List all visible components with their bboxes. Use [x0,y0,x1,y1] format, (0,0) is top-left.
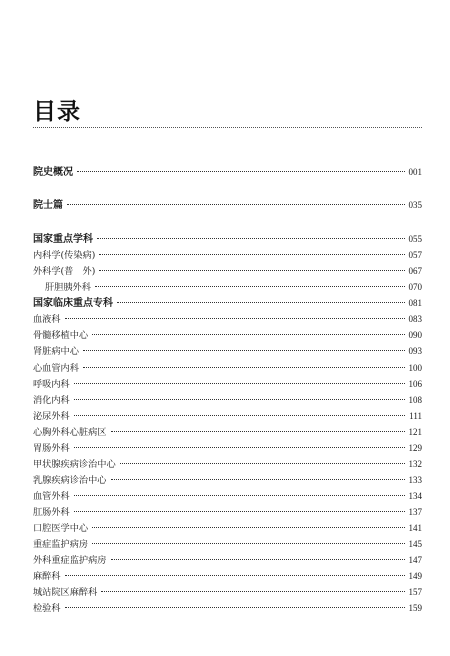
toc-entry-label: 口腔医学中心 [33,523,89,534]
toc-entry-label: 国家临床重点专科 [33,298,113,309]
toc-entry-page-number: 108 [408,395,422,405]
toc-entry-label: 胃肠外科 [33,443,70,454]
toc-entry-page-number: 081 [408,298,422,308]
toc-entry-page-number: 145 [408,539,422,549]
toc-entry-page-number: 093 [408,346,422,356]
toc-entry[interactable] [33,553,422,567]
toc-entry-page-number: 159 [408,603,422,613]
toc-entry[interactable] [33,328,422,342]
toc-entry-label: 甲状腺疾病诊治中心 [33,459,116,470]
dot-leader [67,204,405,205]
toc-entry-label: 院士篇 [33,200,63,211]
dot-leader [74,447,405,448]
toc-entry-label: 肝胆胰外科 [45,282,91,293]
toc-entry[interactable] [33,569,422,583]
toc-entry[interactable] [33,601,422,615]
toc-entry[interactable] [33,165,422,179]
dot-leader [74,495,405,496]
dot-leader [117,302,405,303]
toc-entry-page-number: 035 [408,200,422,210]
toc-entry-page-number: 132 [408,459,422,469]
toc-entry-label: 肛肠外科 [33,507,70,518]
dot-leader [92,543,404,544]
toc-entry-page-number: 106 [408,379,422,389]
toc-entry[interactable] [33,585,422,599]
dot-leader [97,238,405,239]
toc-entry-label: 检验科 [33,603,61,614]
toc-entry-label: 城站院区麻醉科 [33,587,98,598]
dot-leader [99,270,404,271]
dot-leader [74,399,405,400]
toc-entry[interactable] [33,280,422,294]
dot-leader [111,431,405,432]
toc-entry-page-number: 111 [409,411,422,421]
toc-entry-page-number: 067 [408,266,422,276]
page-title: 目录 [33,99,81,125]
toc-entry[interactable] [33,344,422,358]
toc-entry-label: 血液科 [33,314,61,325]
toc-entry[interactable] [33,312,422,326]
toc-entry-page-number: 100 [408,363,422,373]
toc-entry-page-number: 133 [408,475,422,485]
toc-entry[interactable] [33,425,422,439]
dot-leader [92,334,404,335]
dot-leader [65,607,405,608]
toc-entry[interactable] [33,361,422,375]
toc-entry[interactable] [33,409,422,423]
toc-entry-page-number: 147 [408,555,422,565]
toc-entry-label: 肾脏病中心 [33,346,79,357]
toc-entry-label: 麻醉科 [33,571,61,582]
toc-entry-label: 骨髓移植中心 [33,330,89,341]
toc-entry-label: 院史概况 [33,167,73,178]
dot-leader [95,286,405,287]
dot-leader [111,479,405,480]
toc-entry-label: 外科重症监护病房 [33,555,107,566]
dot-leader [65,318,405,319]
dot-leader [120,463,405,464]
toc-entry-label: 乳腺疾病诊治中心 [33,475,107,486]
toc-entry-label: 内科学(传染病) [33,250,96,261]
toc-entry-label: 外科学(普 外) [33,266,96,277]
toc-entry-page-number: 070 [408,282,422,292]
dot-leader [99,254,404,255]
toc-entry[interactable] [33,248,422,262]
toc-entry[interactable] [33,296,422,310]
dot-leader [74,511,405,512]
toc-entry-page-number: 121 [408,427,422,437]
toc-entry-page-number: 157 [408,587,422,597]
dot-leader [74,383,405,384]
toc-entry-label: 心血管内科 [33,363,79,374]
toc-entry-page-number: 083 [408,314,422,324]
dot-leader [77,171,405,172]
toc-entry-page-number: 129 [408,443,422,453]
toc-entry-page-number: 055 [408,234,422,244]
toc-entry-page-number: 057 [408,250,422,260]
dot-leader [101,591,404,592]
dot-leader [83,367,405,368]
toc-entry-label: 泌尿外科 [33,411,70,422]
dot-leader [111,559,405,560]
toc-entry-page-number: 141 [408,523,422,533]
toc-entry[interactable] [33,505,422,519]
toc-entry[interactable] [33,489,422,503]
toc-entry-label: 消化内科 [33,395,70,406]
title-divider [33,127,422,128]
toc-entry[interactable] [33,232,422,246]
toc-entry[interactable] [33,264,422,278]
toc-entry-label: 国家重点学科 [33,234,93,245]
toc-entry[interactable] [33,457,422,471]
dot-leader [92,527,404,528]
toc-entry[interactable] [33,521,422,535]
toc-entry-label: 重症监护病房 [33,539,89,550]
toc-entry[interactable] [33,393,422,407]
toc-entry[interactable] [33,198,422,212]
dot-leader [74,415,405,416]
dot-leader [65,575,405,576]
toc-entry-label: 血管外科 [33,491,70,502]
toc-entry-page-number: 001 [408,167,422,177]
toc-entry[interactable] [33,537,422,551]
toc-entry-page-number: 149 [408,571,422,581]
toc-entry[interactable] [33,473,422,487]
toc-entry-page-number: 137 [408,507,422,517]
toc-entry-page-number: 090 [408,330,422,340]
toc-entry[interactable] [33,441,422,455]
toc-entry-label: 心胸外科心脏病区 [33,427,107,438]
toc-entry[interactable] [33,377,422,391]
toc-entry-page-number: 134 [408,491,422,501]
toc-entry-label: 呼吸内科 [33,379,70,390]
dot-leader [83,350,405,351]
